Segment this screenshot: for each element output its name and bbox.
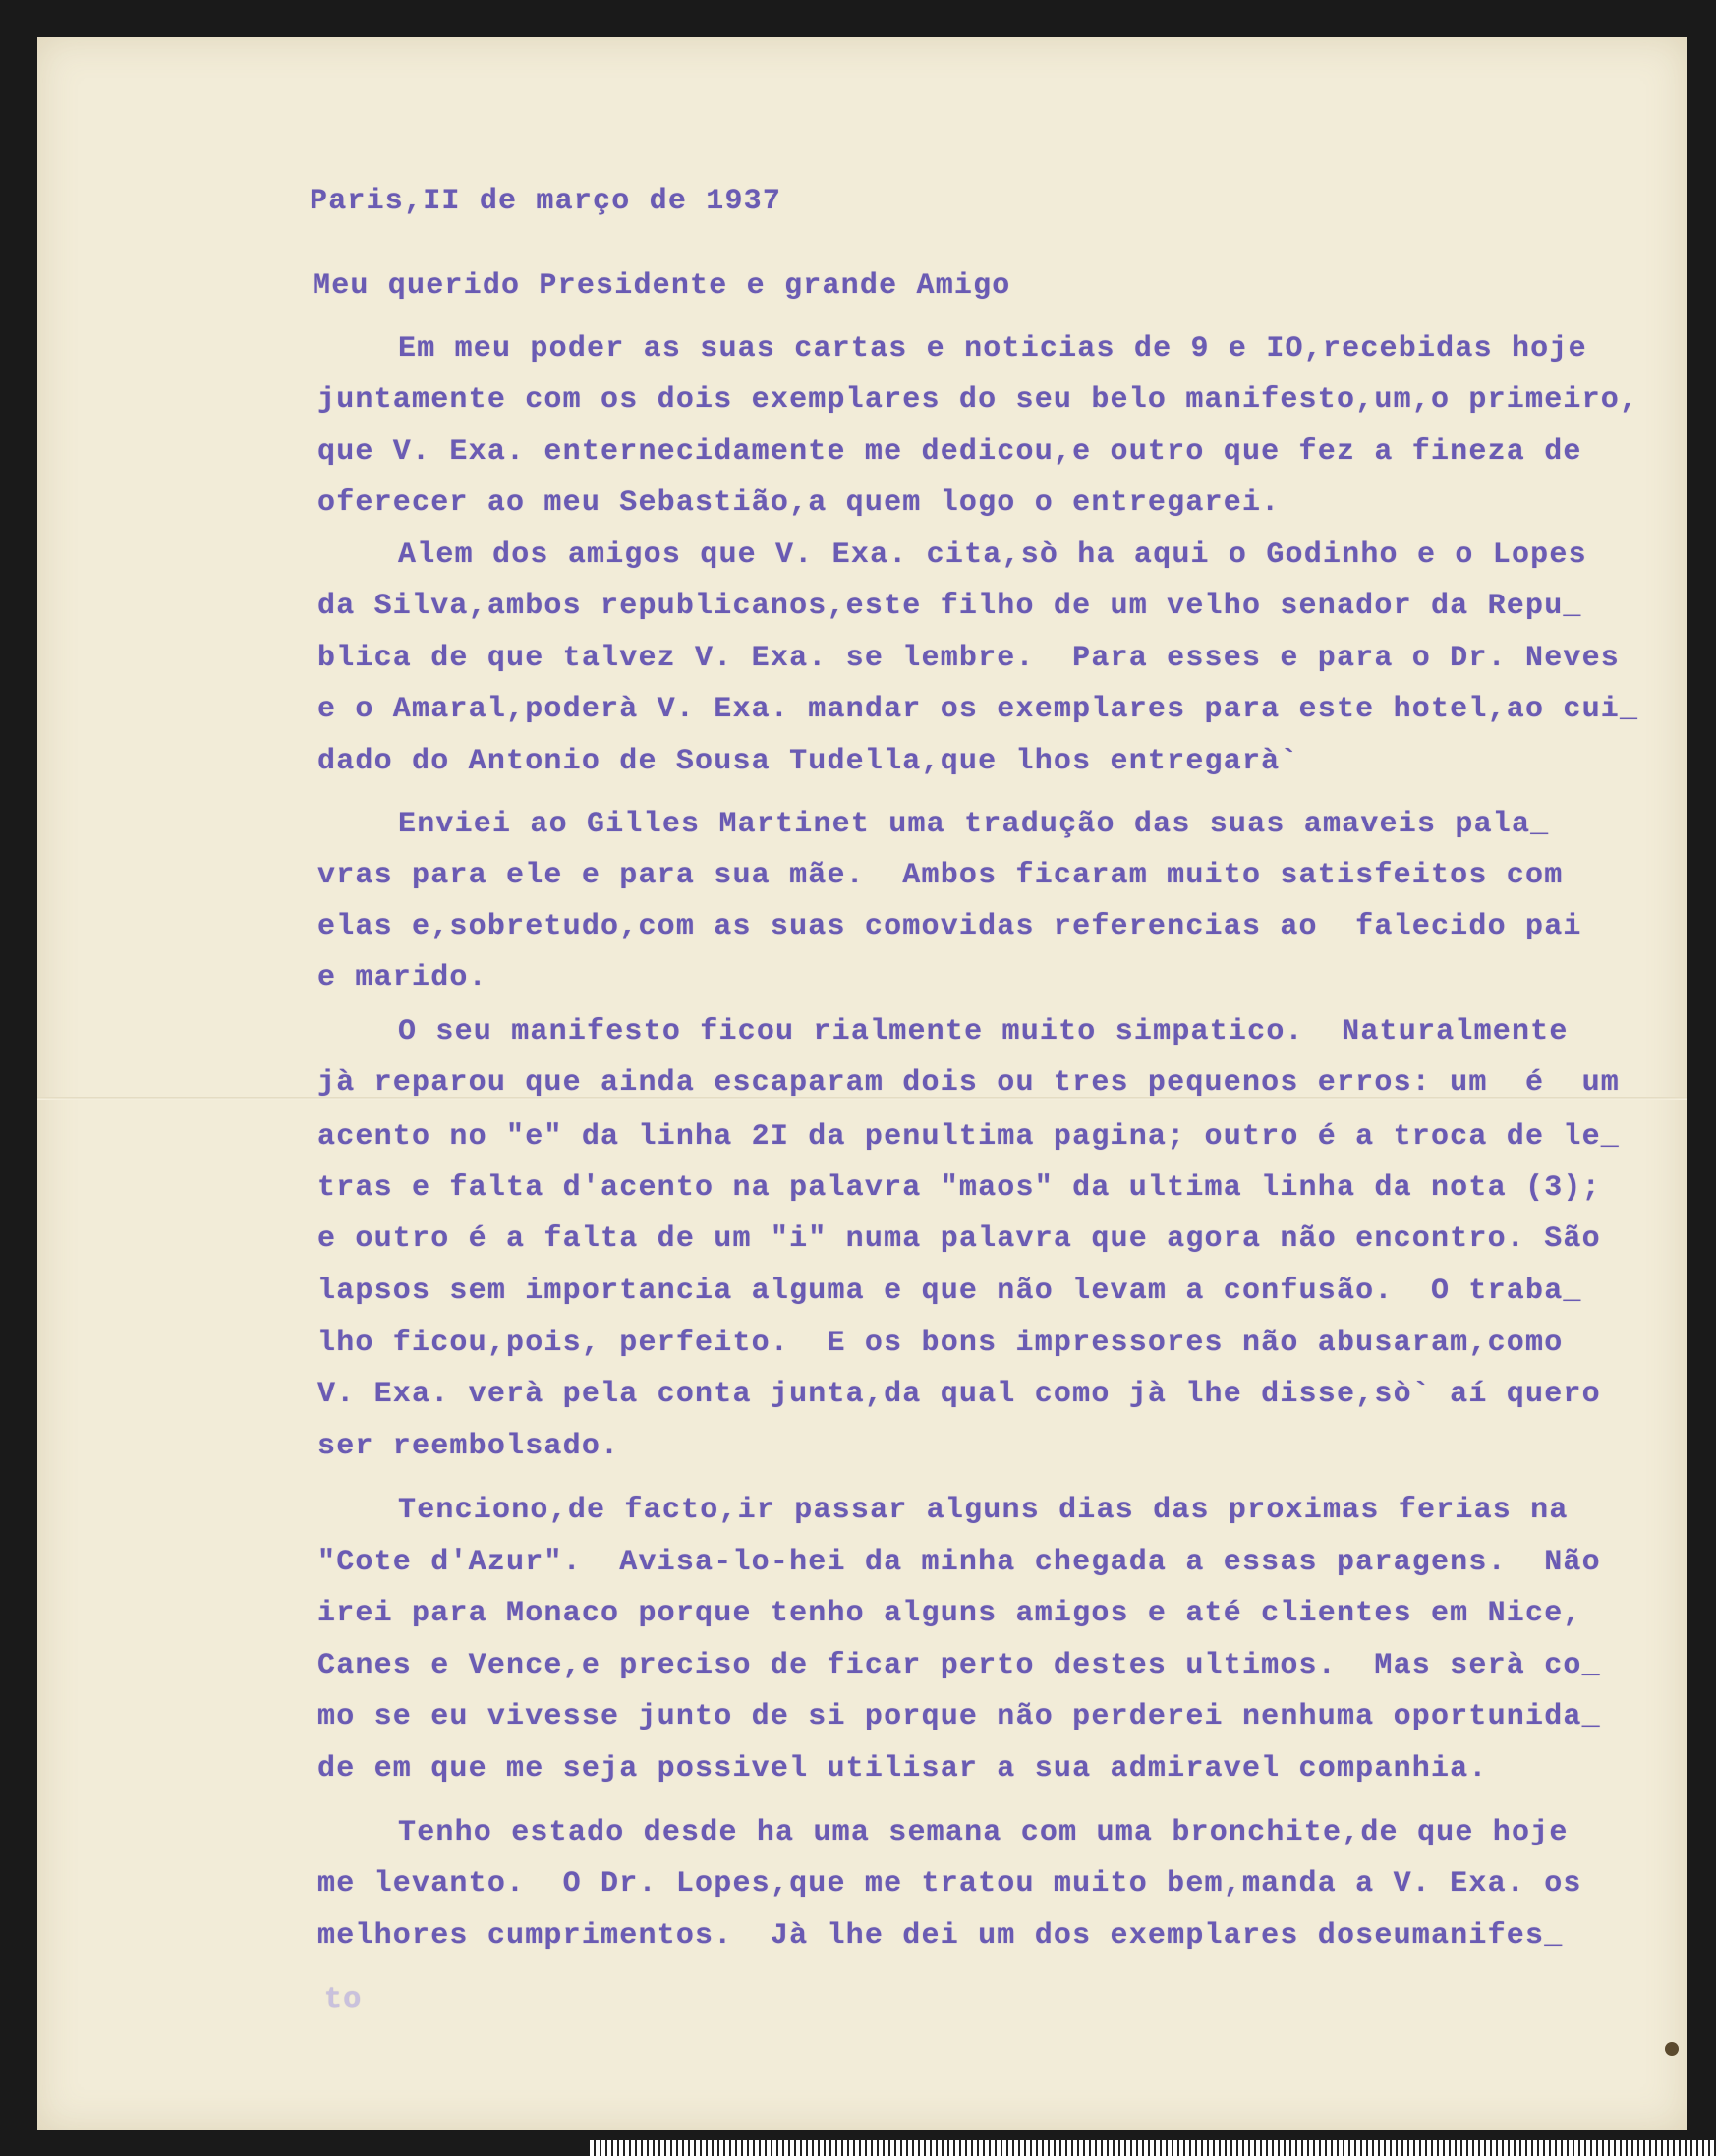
letter-line: dado do Antonio de Sousa Tudella,que lhos entregarà` <box>317 745 1299 778</box>
letter-line: vras para ele e para sua mãe. Ambos ficaram muito satisfeitos com <box>317 859 1564 892</box>
letter-line: Alem dos amigos que V. Exa. cita,sò ha aqui o Godinho e o Lopes <box>398 539 1587 572</box>
letter-line: blica de que talvez V. Exa. se lembre. Para esses e para o Dr. Neves <box>317 642 1621 675</box>
ink-blot <box>1665 2042 1679 2056</box>
scan-ruler <box>590 2140 1716 2156</box>
letter-line: jà reparou que ainda escaparam dois ou tres pequenos erros: um é um <box>317 1066 1621 1100</box>
letter-line: e outro é a falta de um "i" numa palavra que agora não encontro. São <box>317 1222 1601 1256</box>
letter-line: "Cote d'Azur". Avisa-lo-hei da minha chegada a essas paragens. Não <box>317 1546 1601 1579</box>
letter-line: da Silva,ambos republicanos,este filho de um velho senador da Repu_ <box>317 590 1582 623</box>
letter-line: Enviei ao Gilles Martinet uma tradução das suas amaveis pala_ <box>398 808 1550 841</box>
letter-line: me levanto. O Dr. Lopes,que me tratou muito bem,manda a V. Exa. os <box>317 1867 1582 1901</box>
letter-line: V. Exa. verà pela conta junta,da qual como jà lhe disse,sò` aí quero <box>317 1378 1601 1411</box>
letter-line: e o Amaral,poderà V. Exa. mandar os exemplares para este hotel,ao cui_ <box>317 693 1639 726</box>
letter-line: acento no "e" da linha 2I da penultima pagina; outro é a troca de le_ <box>317 1120 1621 1154</box>
letter-line: Canes e Vence,e preciso de ficar perto destes ultimos. Mas serà co_ <box>317 1649 1601 1682</box>
letter-line: irei para Monaco porque tenho alguns amigos e até clientes em Nice, <box>317 1597 1582 1630</box>
letter-line: Em meu poder as suas cartas e noticias de 9 e IO,recebidas hoje <box>398 332 1587 366</box>
letter-line: ser reembolsado. <box>317 1430 620 1463</box>
letter-line: elas e,sobretudo,com as suas comovidas referencias ao falecido pai <box>317 910 1582 943</box>
letter-line: tras e falta d'acento na palavra "maos" da ultima linha da nota (3); <box>317 1171 1601 1205</box>
letter-line: lho ficou,pois, perfeito. E os bons impressores não abusaram,como <box>317 1327 1564 1360</box>
letter-line: oferecer ao meu Sebastião,a quem logo o entregarei. <box>317 486 1281 520</box>
letter-line: Tenho estado desde ha uma semana com uma bronchite,de que hoje <box>398 1816 1569 1849</box>
letter-line: juntamente com os dois exemplares do seu belo manifesto,um,o primeiro, <box>317 383 1639 417</box>
letter-line: e marido. <box>317 961 487 994</box>
salutation: Meu querido Presidente e grande Amigo <box>313 269 1011 303</box>
letter-line: Tenciono,de facto,ir passar alguns dias das proximas ferias na <box>398 1494 1569 1527</box>
letter-line: to <box>324 1983 363 2016</box>
letter-line: melhores cumprimentos. Jà lhe dei um dos exemplares doseumanifes_ <box>317 1919 1564 1953</box>
letter-line: que V. Exa. enternecidamente me dedicou,e outro que fez a fineza de <box>317 435 1582 469</box>
letter-line: mo se eu vivesse junto de si porque não perderei nenhuma oportunida_ <box>317 1700 1601 1733</box>
letter-line: lapsos sem importancia alguma e que não levam a confusão. O traba_ <box>317 1275 1582 1308</box>
letter-line: de em que me seja possivel utilisar a sua admiravel companhia. <box>317 1752 1488 1786</box>
dateline: Paris,II de março de 1937 <box>310 185 782 218</box>
letter-line: O seu manifesto ficou rialmente muito simpatico. Naturalmente <box>398 1015 1569 1049</box>
